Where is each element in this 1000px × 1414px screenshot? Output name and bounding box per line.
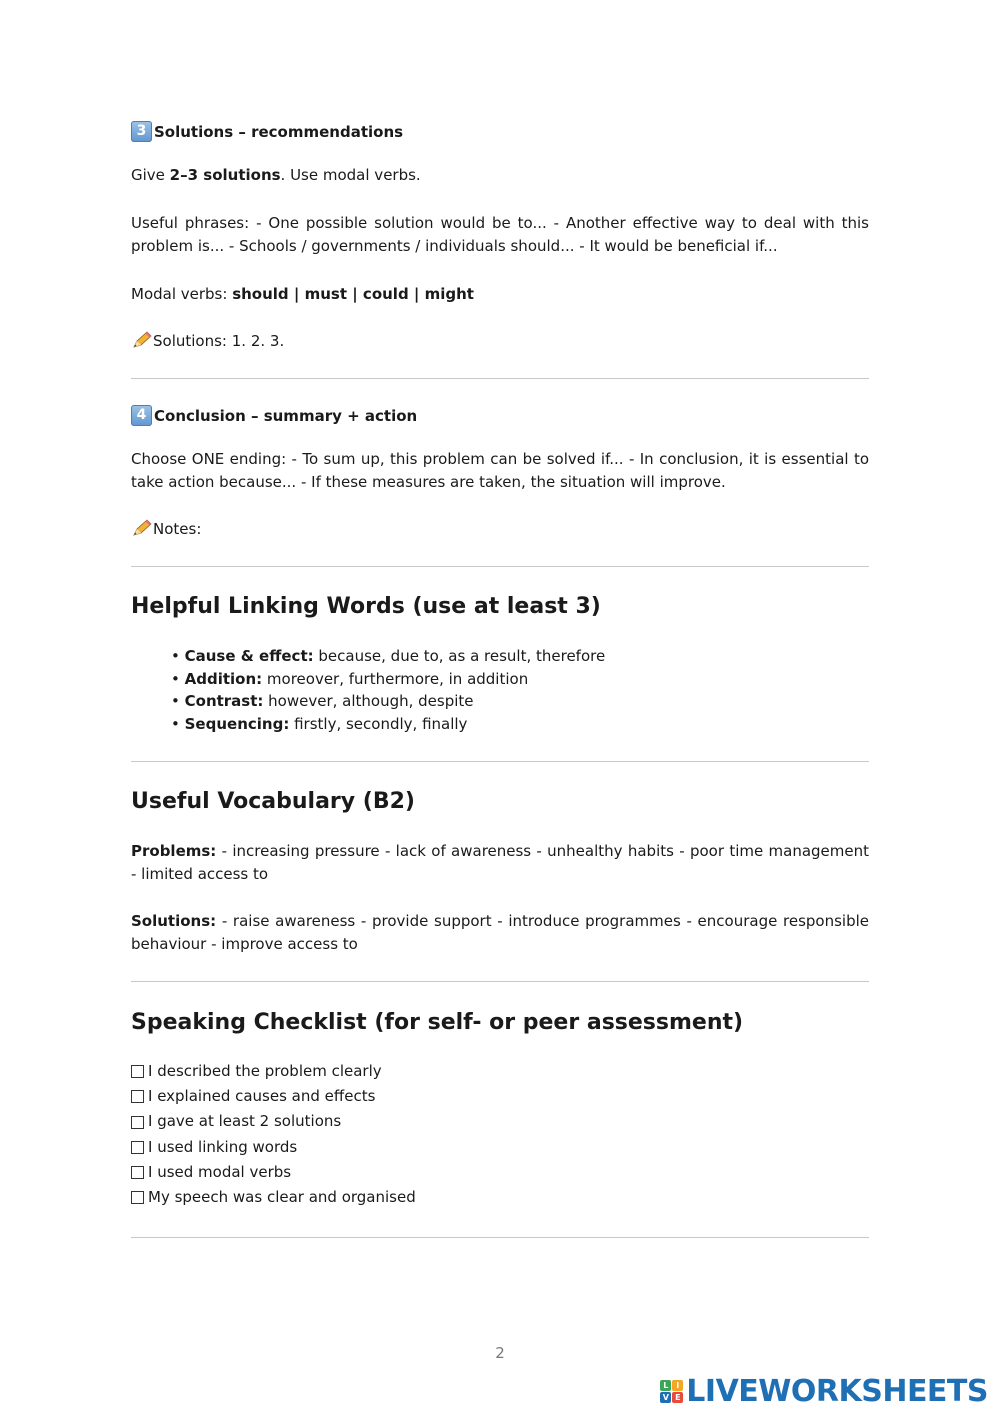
checklist-item-label: I gave at least 2 solutions (148, 1112, 342, 1131)
divider (131, 378, 869, 379)
item-text: because, due to, as a result, therefore (313, 647, 606, 665)
divider (131, 981, 869, 982)
give-solutions-text (131, 164, 869, 187)
give-prefix: Give (131, 166, 170, 184)
checklist-item-label: I used modal verbs (148, 1162, 292, 1181)
divider (131, 566, 869, 567)
give-suffix: . Use modal verbs. (280, 166, 421, 184)
pencil-icon (131, 518, 153, 538)
checklist-heading: Speaking Checklist (for self- or peer assessment) (131, 1010, 744, 1035)
logo-badge-icon (660, 1380, 683, 1403)
pencil-icon (131, 330, 153, 350)
badge-letter: I (672, 1380, 683, 1391)
section-4-title: Conclusion – summary + action (154, 406, 418, 425)
item-label: Cause & effect: (184, 647, 314, 665)
page-number: 2 (495, 1344, 505, 1362)
modal-verbs-text (131, 283, 869, 306)
item-label: Contrast: (184, 692, 264, 711)
checklist-item[interactable] (131, 1059, 416, 1084)
checklist-item-label: I described the problem clearly (148, 1062, 382, 1080)
section-4-heading (131, 405, 417, 426)
liveworksheets-logo[interactable] (660, 1374, 988, 1409)
problems-label: Problems: (131, 842, 217, 860)
useful-phrases-text: Useful phrases: - One possible solution would be to... - Another effective way to deal with this problem is... - Schools / governments / individuals should... - It would be beneficial if... (131, 214, 869, 255)
list-item: • Addition: moreover, furthermore, in addition (171, 669, 529, 688)
checklist-item[interactable] (131, 1109, 416, 1134)
item-text: moreover, furthermore, in addition (262, 669, 529, 688)
notes-label: Notes: (153, 520, 202, 538)
item-label: Sequencing: (184, 715, 290, 734)
badge-letter: L (660, 1380, 671, 1391)
checklist-item[interactable] (131, 1160, 416, 1185)
give-bold: 2–3 solutions (169, 166, 281, 184)
item-text: firstly, secondly, finally (289, 715, 468, 734)
checkbox[interactable] (131, 1065, 144, 1078)
checklist-item-label: My speech was clear and organised (148, 1188, 416, 1207)
solutions-label: Solutions: (131, 912, 217, 930)
checkbox[interactable] (131, 1141, 144, 1154)
solutions-vocab-text (131, 910, 869, 956)
section-3-heading (131, 121, 403, 142)
section-3-title: Solutions – recommendations (154, 122, 404, 141)
linking-words-heading: Helpful Linking Words (use at least 3) (131, 594, 601, 619)
modal-bold: should | must | could | might (232, 285, 474, 303)
checkbox[interactable] (131, 1191, 144, 1204)
checklist-item-label: I explained causes and effects (148, 1087, 376, 1106)
item-label: Addition: (184, 669, 263, 688)
solutions-note (131, 330, 869, 353)
modal-prefix: Modal verbs: (131, 285, 233, 303)
badge-letter: E (672, 1392, 683, 1403)
checklist-item[interactable] (131, 1135, 416, 1160)
list-item: • Sequencing: firstly, secondly, finally (171, 715, 468, 734)
notes-line (131, 518, 869, 541)
brand-name: LIVEWORKSHEETS (686, 1374, 988, 1409)
choose-ending-text: Choose ONE ending: - To sum up, this problem can be solved if... - In conclusion, it is essential to take action because... - If these measures are taken, the situation will improve. (131, 450, 869, 491)
checklist-item[interactable] (131, 1084, 416, 1109)
problems-list: - increasing pressure - lack of awareness - unhealthy habits - poor time management - limited access to (131, 842, 869, 883)
checklist-item[interactable] (131, 1185, 416, 1210)
item-text: however, although, despite (263, 692, 474, 711)
divider (131, 1237, 869, 1238)
vocabulary-heading: Useful Vocabulary (B2) (131, 789, 415, 814)
solutions-note-text: Solutions: 1. 2. 3. (153, 332, 285, 350)
list-item: • Cause & effect: because, due to, as a result, therefore (171, 647, 606, 665)
checkbox[interactable] (131, 1090, 144, 1103)
checklist (131, 1059, 416, 1210)
list-item: • Contrast: however, although, despite (171, 692, 474, 711)
keycap-3-icon: 3 (131, 121, 152, 142)
checkbox[interactable] (131, 1166, 144, 1179)
solutions-list: - raise awareness - provide support - introduce programmes - encourage responsible behaviour - improve access to (131, 912, 869, 953)
checklist-item-label: I used linking words (148, 1137, 298, 1156)
badge-letter: V (660, 1392, 671, 1403)
keycap-4-icon: 4 (131, 405, 152, 426)
checkbox[interactable] (131, 1116, 144, 1129)
problems-text (131, 840, 869, 886)
divider (131, 761, 869, 762)
linking-words-list (171, 645, 605, 736)
